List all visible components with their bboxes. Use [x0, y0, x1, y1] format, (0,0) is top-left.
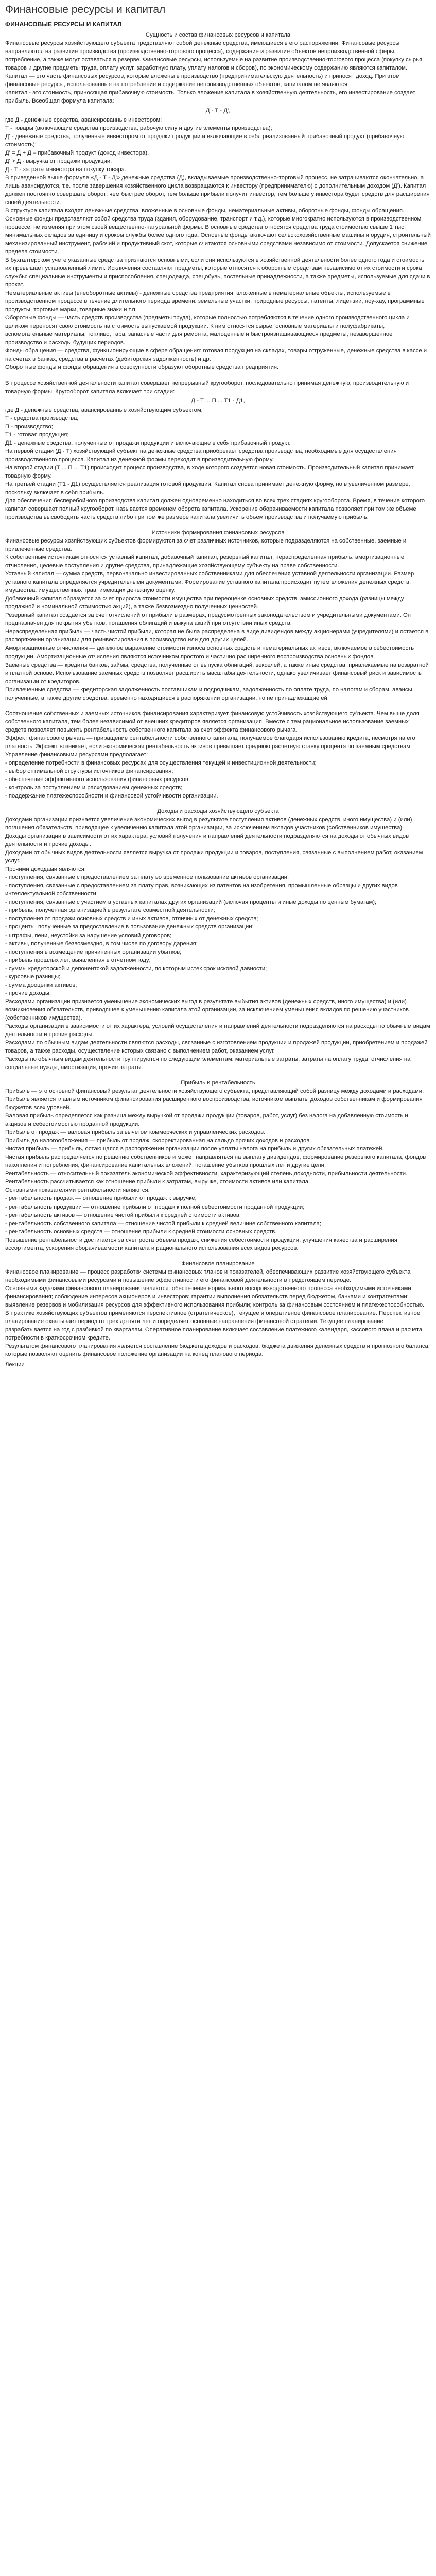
paragraph: - курсовые разницы; — [5, 973, 61, 980]
paragraph: В процессе хозяйственной деятельности капитал совершает непрерывный кругооборот, последовательно принимая денежную, производительную и товарную формы. Кругооборот капитала включает три стадии: — [5, 380, 411, 395]
paragraph: Расходами организации признается уменьшение экономических выгод в результате выбытия активов (денежных средств, иного имущества) и (или) возникновения обязательств, приводящее к уменьшению капитала этой организации, за исключением уменьшения вкладов по решению участников (собственников имущества). — [5, 998, 411, 1021]
paragraph-gap — [5, 1252, 431, 1260]
paragraph: В структуре капитала входят денежные средства, вложенные в основные фонды, нематериальные активы, оборотные фонды, фонды обращения. — [5, 207, 405, 214]
paragraph: Прибыль — это основной финансовый результат деятельности хозяйствующего субъекта, представляющий собой разницу между доходами и расходами. Прибыль является главным источником финансирования расширенного воспроизводства, источником выплаты доходов собственникам и формирования бюджетов всех уровней. — [5, 1088, 426, 1111]
paragraph: В приведенной выше формуле «Д - Т - Д'» денежные средства (Д), вкладываемые производственно-торговый процесс, не затрачиваются окончательно, а лишь авансируются, т.е. после завершения хозяйственного цикла возвращаются к инвестору (предпринимателю) с дополнительным доходом (Д'). Капитал должен постоянно совершать оборот: чем быстрее оборот, тем больше прибыли получит инвестор, тем больше у инвестора будет средств для расширения своей деятельности. — [5, 174, 431, 206]
paragraph: Привлеченные средства — кредиторская задолженность поставщикам и подрядчикам, задолженность по оплате труда, по налогам и сборам, авансы полученные, а также другие средства, временно находящиеся в распоряжении организации, но не принадлежащие ей. — [5, 686, 414, 701]
paragraph: - рентабельность продукции — отношение прибыли от продаж к полной себестоимости проданной продукции; — [5, 1204, 305, 1210]
paragraph: Валовая прибыль определяется как разница между выручкой от продажи продукции (товаров, работ, услуг) без налога на добавленную стоимость и акцизов и себестоимостью проданной продукции. — [5, 1113, 410, 1128]
paragraph: - обеспечение эффективного использования финансовых ресурсов; — [5, 776, 190, 783]
paragraph: Рентабельность — относительный показатель экономической эффективности, характеризующий степень доходности, прибыльности деятельности. Рентабельность рассчитывается как отношение прибыли к затратам, выручке, стоимости активов или капитала. — [5, 1171, 409, 1185]
paragraph: В практике хозяйствующих субъектов применяются перспективное (стратегическое), текущее и оперативное финансовое планирование. Перспективное планирование охватывает период от трех до пяти лет и определяет основные направления финансовой стратегии. Текущее планирование разрабатывается на год с разбивкой по кварталам. Оперативное планирование включает составление платежного календаря, кассового плана и расчета потребности в краткосрочном кредите. — [5, 1310, 424, 1341]
paragraph: Оборотные фонды и фонды обращения в совокупности образуют оборотные средства предприятия. — [5, 364, 279, 371]
paragraph: Соотношение собственных и заемных источников финансирования характеризует финансовую устойчивость хозяйствующего субъекта. Чем выше доля собственного капитала, тем более независимой от внешних кредиторов является организация. Вместе с тем рациональное использование заемных средств позволяет повысить рентабельность собственного капитала за счет эффекта финансового рычага. — [5, 710, 421, 733]
paragraph: где Д - денежные средства, авансированные инвестором; — [5, 116, 162, 123]
paragraph: Расходы по обычным видам деятельности группируются по следующим элементам: материальные затраты, затраты на оплату труда, отчисления на социальные нужды, амортизация, прочие затраты. — [5, 1056, 412, 1071]
paragraph: - прибыль прошлых лет, выявленная в отчетном году; — [5, 957, 151, 963]
paragraph: - суммы кредиторской и депонентской задолженности, по которым истек срок исковой давности; — [5, 965, 267, 972]
paragraph: Чистая прибыль — прибыль, остающаяся в распоряжении организации после уплаты налога на прибыль и других обязательных платежей. — [5, 1146, 384, 1153]
paragraph: Управление финансовыми ресурсами предполагает: — [5, 751, 148, 758]
paragraph: Д' = Д + Д – прибавочный продукт (доход инвестора). — [5, 149, 149, 156]
paragraph: - рентабельность активов — отношение чистой прибыли к средней стоимости активов; — [5, 1212, 241, 1218]
paragraph: Д' - денежные средства, полученные инвестором от продажи продукции и включающие в себя реализованный прибавочный продукт (прибавочную стоимость); — [5, 133, 406, 148]
paragraph: - рентабельность продаж — отношение прибыли от продаж к выручке; — [5, 1195, 197, 1202]
paragraph: - проценты, полученные за предоставление в пользование денежных средств организации; — [5, 924, 254, 930]
paragraph: На первой стадии (Д - Т) хозяйствующий субъект на денежные средства приобретает средства производства, необходимые для осуществления производственного процесса. Капитал из денежной формы переходит в производительную форму. — [5, 448, 398, 463]
paragraph: - поступления, связанные с предоставлением за плату прав, возникающих из патентов на изобретения, промышленные образцы и других видов интеллектуальной собственности; — [5, 883, 399, 897]
paragraph: Финансовое планирование — процесс разработки системы финансовых планов и показателей, обеспечивающих развитие хозяйствующего субъекта необходимыми финансовыми ресурсами и повышение эффективности его финансовой деятельности в предстоящем периоде. — [5, 1268, 412, 1283]
paragraph: Фонды обращения — средства, функционирующие в сфере обращения: готовая продукция на складах, товары отгруженные, денежные средства в кассе и на счетах в банках, средства в расчетах (дебиторская задолженность) и др. — [5, 348, 429, 363]
paragraph: - активы, полученные безвозмездно, в том числе по договору дарения; — [5, 940, 198, 947]
paragraph-gap — [5, 702, 431, 709]
paragraph: - рентабельность основных средств — отношение прибыли к средней стоимости основных средств. — [5, 1228, 277, 1235]
paragraph: Т1 - готовая продукция; — [5, 431, 69, 438]
paragraph: Основными показателями рентабельности являются: — [5, 1187, 150, 1194]
paragraph: Расходами по обычным видам деятельности являются расходы, связанные с изготовлением продукции и продажей продукции, приобретением и продажей товаров, а также расходы, осуществление которых связано с выполнением работ, оказанием услуг. — [5, 1039, 429, 1054]
section-subheading: Источники формирования финансовых ресурсов — [151, 530, 285, 536]
paragraph: Уставный капитал — сумма средств, первоначально инвестированных собственниками для обеспечения уставной деятельности организации. Размер уставного капитала определяется учредительными документами. Формирование уставного капитала происходит путем вложения денежных средств, имущества, имущественных прав, имеющих денежную оценку. — [5, 571, 416, 594]
paragraph: На второй стадии (Т ... П ... Т1) происходит процесс производства, в ходе которого создается новая стоимость. Производительный капитал принимает товарную форму. — [5, 464, 415, 479]
paragraph: К собственным источникам относятся уставный капитал, добавочный капитал, резервный капитал, нераспределенная прибыль, амортизационные отчисления, целевые поступления и другие средства, принадлежащие хозяйствующему субъекту на праве собственности. — [5, 554, 406, 569]
paragraph: - поступления, связанные с участием в уставных капиталах других организаций (включая проценты и иные доходы по ценным бумагам); — [5, 899, 377, 906]
section-subheading: Доходы и расходы хозяйствующего субъекта — [157, 808, 279, 815]
paragraph: Доходами организации признается увеличение экономических выгод в результате поступления активов (денежных средств, иного имущества) и (или) погашения обязательств, приводящее к увеличению капитала этой организации, за исключением вкладов участников (собственников имущества). — [5, 817, 414, 832]
paragraph-gap — [5, 372, 431, 379]
paragraph: В бухгалтерском учете указанные средства признаются основными, если они используются в хозяйственной деятельности более одного года и стоимость их превышает установленный лимит. Исключения составляют предметы, которые относятся к оборотным средствам независимо от их стоимости и срока службы: специальные инструменты и приспособления, спецодежда, спецобувь, постельные принадлежности, а также предметы, используемые для сдачи в прокат. — [5, 257, 432, 289]
paragraph: Д1 - денежные средства, полученные от продажи продукции и включающие в себя прибавочный продукт. — [5, 439, 291, 446]
paragraph: Нематериальные активы (внеоборотные активы) - денежные средства предприятия, вложенные в нематериальные объекты, используемые в производственном процессе в течение длительного периода времени: земельные участки, природные ресурсы, патенты, лицензии, ноу-хау, программные продукты, торговые марки, товарные знаки и т.п. — [5, 290, 426, 313]
paragraph: Д - Т - затраты инвестора на покупку товара. — [5, 166, 127, 173]
paragraph: Финансовые ресурсы хозяйствующего субъекта представляют собой денежные средства, имеющиеся в его распоряжении. Финансовые ресурсы направляются на развитие производства (производственно-торгового процесса), содержание и развитие объектов непроизводственной сферы, потребление, а также могут оставаться в резерве. Финансовые ресурсы, используемые на развитие производственно-торгового процесса (покупку сырья, товаров и другие предметы труда, оплату услуг, заработную плату, уплату налогов и сборов), по экономическому содержанию являются капиталом. Капитал — это часть финансовых ресурсов, которые вложены в производство (предпринимательскую деятельность) и приносят доход. При этом финансовые ресурсы, использованные на потребление и содержание непроизводственных объектов, капиталом не являются. — [5, 40, 426, 88]
paragraph: - поступления в возмещение причиненных организации убытков; — [5, 948, 182, 955]
paragraph: где Д - денежные средства, авансированные хозяйствующим субъектом; — [5, 406, 203, 413]
paragraph: Результатом финансового планирования является составление бюджета доходов и расходов, бюджета движения денежных средств и прогнозного баланса, которые позволяют оценить финансовое положение организации на конец планового периода. — [5, 1343, 432, 1358]
section-subheading: Финансовое планирование — [181, 1260, 255, 1267]
article-body — [5, 20, 431, 1359]
paragraph: - контроль за поступлением и расходованием денежных средств; — [5, 784, 183, 791]
paragraph: Прибыль от продаж — валовая прибыль за вычетом коммерческих и управленческих расходов. — [5, 1129, 266, 1136]
paragraph: - поступления от продажи основных средств и иных активов, отличных от денежных средств; — [5, 916, 258, 922]
paragraph: - поддержание платежеспособности и финансовой устойчивости организации. — [5, 793, 218, 799]
paragraph: Основными задачами финансового планирования являются: обеспечение нормального воспроизводственного процесса необходимыми источниками финансирования; соблюдение интересов акционеров и инвесторов; гарантии выполнения обязательств перед бюджетом, банками и контрагентами; выявление резервов и мобилизация ресурсов для эффективного использования прибыли; контроль за финансовым состоянием и платежеспособностью. — [5, 1285, 425, 1308]
paragraph: Амортизационные отчисления — денежное выражение стоимости износа основных средств и нематериальных активов, включаемое в себестоимость продукции. Амортизационные отчисления являются источником простого и частично расширенного воспроизводства основных фондов. — [5, 645, 416, 660]
paragraph: Добавочный капитал образуется за счет прироста стоимости имущества при переоценке основных средств, эмиссионного дохода (разницы между продажной и номинальной стоимостью акций), а также безвозмездно полученных ценностей. — [5, 596, 406, 611]
paragraph: Т - средства производства; — [5, 415, 79, 421]
paragraph: - сумма дооценки активов; — [5, 981, 77, 988]
paragraph: Чистая прибыль распределяется по решению собственников и может направляться на выплату дивидендов, формирование резервного капитала, фондов накопления и потребления, финансирование капитальных вложений, погашение убытков прошлых лет и другие цели. — [5, 1154, 428, 1169]
paragraph: - прибыль, полученная организацией в результате совместной деятельности; — [5, 907, 215, 914]
paragraph: Заемные средства — кредиты банков, займы, средства, полученные от выпуска облигаций, векселей, а также иные средства, привлекаемые на возвратной и платной основе. Использование заемных средств позволяет расширить масштабы деятельности, однако увеличивает финансовый риск и зависимость организации от кредиторов. — [5, 662, 430, 685]
paragraph: Для обеспечения бесперебойного производства капитал должен одновременно находиться во всех трех стадиях кругооборота. Время, в течение которого капитал совершает полный кругооборот, называется временем оборота капитала. Ускорение оборачиваемости капитала позволяет при том же объеме производства высвободить часть средств либо при том же размере капитала увеличить объем производства и получаемую прибыль. — [5, 497, 427, 520]
paragraph: Оборотные фонды — часть средств производства (предметы труда), которые полностью потребляются в течение одного производственного цикла и целиком переносят свою стоимость на стоимость выпускаемой продукции. К ним относятся сырье, основные материалы и полуфабрикаты, вспомогательные материалы, топливо, тара, запасные части для ремонта, малоценные и быстроизнашивающиеся предметы, незавершенное производство и расходы будущих периодов. — [5, 315, 411, 346]
paragraph: - определение потребности в финансовых ресурсах для осуществления текущей и инвестиционной деятельности; — [5, 759, 317, 766]
paragraph: Капитал - это стоимость, приносящая прибавочную стоимость. Только вложение капитала в хозяйственную деятельность, его инвестирование создает прибыль. Всеобщая формула капитала: — [5, 90, 417, 105]
section-subheading: Сущность и состав финансовых ресурсов и капитала — [145, 32, 291, 39]
formula: Д - Т - Д', — [205, 107, 231, 114]
paragraph: Повышение рентабельности достигается за счет роста объема продаж, снижения себестоимости продукции, улучшения качества и расширения ассортимента, ускорения оборачиваемости капитала и рационального использования всех видов ресурсов. — [5, 1236, 399, 1251]
paragraph: - выбор оптимальной структуры источников финансирования; — [5, 768, 173, 774]
paragraph: Нераспределенная прибыль — часть чистой прибыли, которая не была распределена в виде дивидендов между акционерами (учредителями) и остается в распоряжении организации для реинвестирования в производство или для других целей. — [5, 629, 430, 643]
paragraph: П - производство; — [5, 423, 53, 430]
section-heading: ФИНАНСОВЫЕ РЕСУРСЫ И КАПИТАЛ — [5, 21, 122, 28]
paragraph: Финансовые ресурсы хозяйствующих субъектов формируются за счет различных источников, которые подразделяются на собственные, заемные и привлеченные средства. — [5, 538, 408, 553]
paragraph: - рентабельность собственного капитала — отношение чистой прибыли к средней величине собственного капитала; — [5, 1220, 322, 1227]
footer-label: Лекции — [5, 1362, 25, 1368]
paragraph: - поступления, связанные с предоставлением за плату во временное пользование активов организации; — [5, 874, 289, 881]
paragraph: Д' > Д - выручка от продажи продукции. — [5, 158, 112, 164]
paragraph: Прибыль до налогообложения — прибыль от продаж, скорректированная на сальдо прочих доходов и расходов. — [5, 1138, 311, 1144]
formula: Д - Т ... П ... Т1 - Д1, — [191, 397, 245, 404]
paragraph: - прочие доходы. — [5, 990, 51, 996]
paragraph-gap — [5, 521, 431, 529]
paragraph-gap — [5, 1072, 431, 1079]
page-title: Финансовые ресурсы и капитал — [5, 4, 166, 15]
paragraph: Эффект финансового рычага — приращение рентабельности собственного капитала, получаемое благодаря использованию кредита, несмотря на его платность. Эффект возникает, если экономическая рентабельность активов превышает среднюю расчетную ставку процента по заемным средствам. — [5, 735, 417, 750]
section-subheading: Прибыль и рентабельность — [181, 1080, 255, 1087]
paragraph: Прочими доходами являются: — [5, 866, 86, 873]
paragraph: Доходами от обычных видов деятельности является выручка от продажи продукции и товаров, поступления, связанные с выполнением работ, оказанием услуг. — [5, 850, 425, 865]
paragraph: На третьей стадии (Т1 - Д1) осуществляется реализация готовой продукции. Капитал снова принимает денежную форму, но в увеличенном размере, поскольку включает в себя прибыль. — [5, 481, 412, 496]
paragraph: Т - товары (включающие средства производства, рабочую силу и другие элементы производства); — [5, 125, 272, 131]
paragraph: - штрафы, пени, неустойки за нарушение условий договоров; — [5, 932, 172, 939]
paragraph: Расходы организации в зависимости от их характера, условий осуществления и направлений деятельности подразделяются на расходы по обычным видам деятельности и прочие расходы. — [5, 1023, 432, 1038]
paragraph: Доходы организации в зависимости от их характера, условий получения и направлений деятельности подразделяются на доходы от обычных видов деятельности и прочие доходы. — [5, 833, 411, 848]
paragraph: Резервный капитал создается за счет отчислений от прибыли в размерах, предусмотренных законодательством и учредительными документами. Он предназначен для покрытия убытков, погашения облигаций и выкупа акций при отсутствии иных средств. — [5, 612, 413, 627]
paragraph-gap — [5, 800, 431, 807]
paragraph: Основные фонды представляют собой средства труда (здания, оборудование, транспорт и т.д.), которые многократно используются в производственном процессе, не изменяя при этом своей вещественно-натуральной формы. В основные средства относятся средства труда стоимостью свыше 1 тыс. минимальных окладов за единицу и сроком службы более одного года. Основные фонды включают сельскохозяйственные машины и орудия, строительный механизированный инструмент, рабочий и продуктивный скот, которые считаются основными средствами независимо от стоимости. Допускается снижение предела стоимости. — [5, 215, 433, 256]
